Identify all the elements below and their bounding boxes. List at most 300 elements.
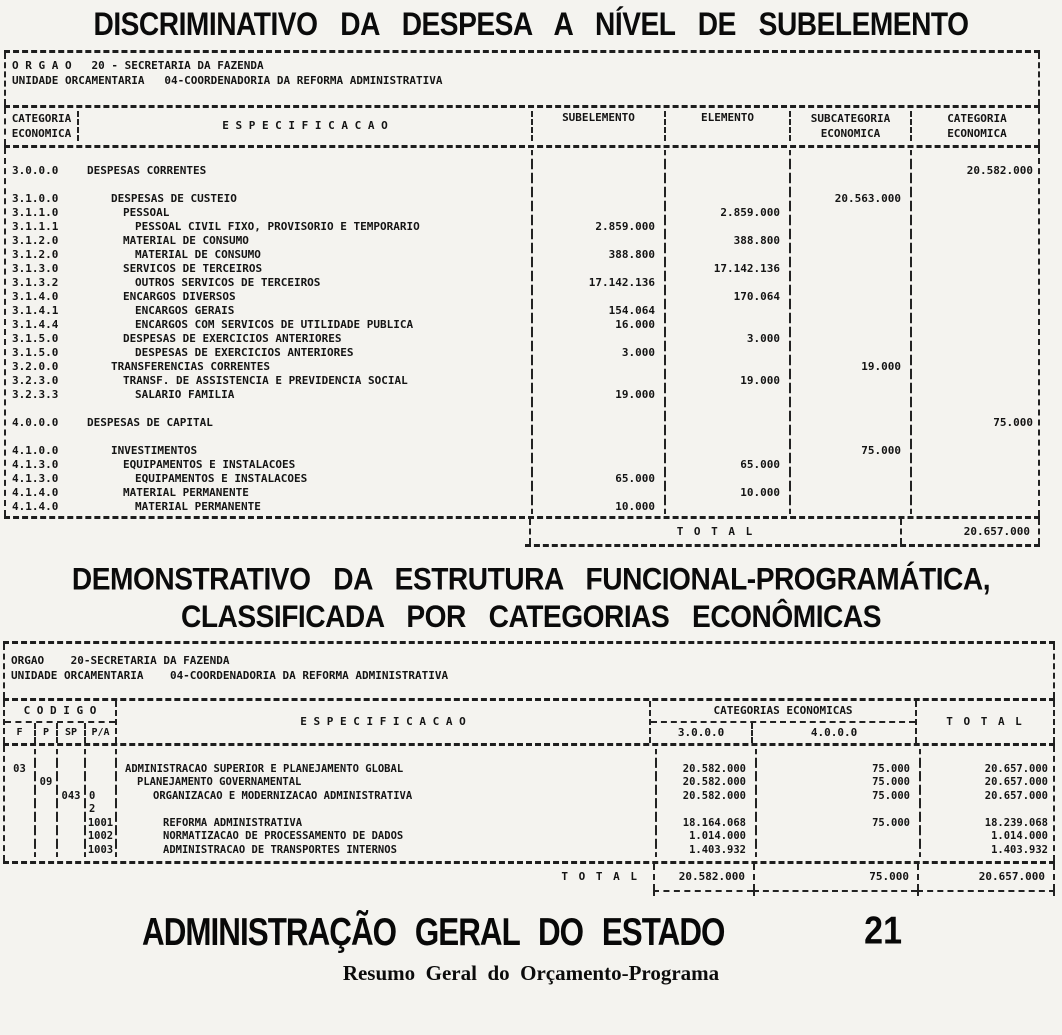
row-spec: PESSOAL CIVIL FIXO, PROVISORIO E TEMPORARIO <box>135 220 420 233</box>
row-categoria <box>910 500 1042 514</box>
row-projeto-atividade: 0 <box>84 790 115 804</box>
row-categoria <box>910 262 1042 276</box>
row-subcategoria <box>789 374 910 388</box>
unidade-line: UNIDADE ORCAMENTARIA 04-COORDENADORIA DA REFORMA ADMINISTRATIVA <box>12 74 443 87</box>
row-spec: EQUIPAMENTOS E INSTALACOES <box>135 472 308 485</box>
row-subelemento <box>531 374 664 388</box>
orgao-line: ORGAO 20-SECRETARIA DA FAZENDA <box>11 654 230 667</box>
section2-title-line1: DEMONSTRATIVO DA ESTRUTURA FUNCIONAL-PROGRAMÁTICA, <box>71 562 991 598</box>
row-code <box>6 150 77 164</box>
row-code: 4.1.3.0 <box>12 458 59 471</box>
page-title: DISCRIMINATIVO DA DESPESA A NÍVEL DE SUBELEMENTO <box>93 7 969 43</box>
row-subprograma <box>56 776 84 790</box>
row-subcategoria <box>789 248 910 262</box>
row-projeto-atividade <box>84 763 115 777</box>
row-elemento <box>664 318 789 332</box>
row-subcategoria <box>789 318 910 332</box>
row-spec: EQUIPAMENTOS E INSTALACOES <box>123 458 296 471</box>
row-total-value: 1.403.932 <box>919 844 1057 858</box>
row-correntes-value: 18.164.068 <box>655 817 755 831</box>
row-categoria <box>910 458 1042 472</box>
table-row <box>6 178 1038 192</box>
total-value: 20.657.000 <box>900 519 1040 544</box>
row-spec: PLANEJAMENTO GOVERNAMENTAL <box>115 776 655 790</box>
row-subcategoria <box>789 290 910 304</box>
row-subcategoria <box>789 458 910 472</box>
row-subcategoria <box>789 178 910 192</box>
row-code: 3.1.5.0 <box>12 346 59 359</box>
row-subelemento <box>531 262 664 276</box>
row-spec: REFORMA ADMINISTRATIVA <box>115 817 655 831</box>
row-funcao: 03 <box>13 762 26 775</box>
col-especificacao: E S P E C I F I C A C A O <box>115 701 649 743</box>
table-row <box>5 830 1053 844</box>
row-subelemento: 19.000 <box>531 388 664 402</box>
section2-title-line2: CLASSIFICADA POR CATEGORIAS ECONÔMICAS <box>180 599 882 635</box>
row-elemento <box>664 346 789 360</box>
row-subcategoria <box>789 402 910 416</box>
table-row <box>6 206 1038 220</box>
table-row <box>6 234 1038 248</box>
col-especificacao: E S P E C I F I C A C A O <box>77 111 531 141</box>
row-code: 4.1.4.0 <box>12 500 59 513</box>
row-code: 4.1.0.0 <box>12 444 59 457</box>
table-row <box>6 402 1038 416</box>
row-categoria <box>910 178 1042 192</box>
row-subelemento: 2.859.000 <box>531 220 664 234</box>
row-subcategoria: 75.000 <box>789 444 910 458</box>
categorias-label: CATEGORIAS ECONOMICAS <box>713 704 853 717</box>
row-subelemento <box>531 430 664 444</box>
row-programa <box>34 803 56 817</box>
row-subcategoria: 19.000 <box>789 360 910 374</box>
row-subelemento: 388.800 <box>531 248 664 262</box>
row-subelemento: 17.142.136 <box>531 276 664 290</box>
row-programa <box>34 749 56 763</box>
row-spec: OUTROS SERVICOS DE TERCEIROS <box>135 276 321 289</box>
row-programa <box>34 830 56 844</box>
col-sp: SP <box>56 723 84 743</box>
functional-program-table <box>3 641 1055 864</box>
row-categoria <box>910 206 1042 220</box>
row-code: 3.1.3.0 <box>12 262 59 275</box>
table-row <box>6 458 1038 472</box>
row-subcategoria <box>789 164 910 178</box>
table-row <box>6 290 1038 304</box>
table-row <box>6 374 1038 388</box>
row-elemento: 170.064 <box>664 290 789 304</box>
categorias-subcolumns <box>651 723 915 743</box>
row-subcategoria <box>789 486 910 500</box>
row-code <box>6 178 77 192</box>
row-subelemento <box>531 150 664 164</box>
table-row <box>6 416 1038 430</box>
table-row <box>6 276 1038 290</box>
row-spec <box>115 749 655 763</box>
row-programa <box>34 763 56 777</box>
row-spec: SALARIO FAMILIA <box>135 388 235 401</box>
col-subcategoria: SUBCATEGORIA ECONOMICA <box>789 111 910 141</box>
row-spec: MATERIAL DE CONSUMO <box>135 248 261 261</box>
row-funcao <box>5 817 34 831</box>
row-programa <box>34 790 56 804</box>
table-row <box>6 318 1038 332</box>
row-subelemento <box>531 402 664 416</box>
row-spec: DESPESAS CORRENTES <box>87 164 207 177</box>
row-subelemento <box>531 234 664 248</box>
orgao-line: O R G A O 20 - SECRETARIA DA FAZENDA <box>12 59 264 72</box>
row-elemento <box>664 304 789 318</box>
table-row <box>6 444 1038 458</box>
row-code: 3.1.4.1 <box>12 304 59 317</box>
row-code: 3.1.0.0 <box>12 192 59 205</box>
row-subcategoria <box>789 206 910 220</box>
row-categoria <box>910 276 1042 290</box>
row-code: 3.2.0.0 <box>12 360 59 373</box>
table-row <box>6 220 1038 234</box>
total-capital: 75.000 <box>753 864 917 890</box>
row-subelemento <box>531 206 664 220</box>
row-subcategoria <box>789 346 910 360</box>
row-subelemento <box>531 458 664 472</box>
row-subprograma <box>56 763 84 777</box>
col-total: T O T A L <box>915 701 1053 743</box>
row-code: 3.0.0.0 <box>12 164 59 177</box>
row-elemento: 19.000 <box>664 374 789 388</box>
row-correntes-value: 1.403.932 <box>655 844 755 858</box>
row-code <box>6 430 77 444</box>
row-subcategoria <box>789 150 910 164</box>
table1-body <box>4 148 1040 516</box>
table2-org-box <box>3 644 1055 698</box>
row-elemento <box>664 248 789 262</box>
row-elemento <box>664 164 789 178</box>
row-code: 3.1.5.0 <box>12 332 59 345</box>
row-code: 4.0.0.0 <box>12 416 59 429</box>
row-spec: TRANSFERENCIAS CORRENTES <box>111 360 270 373</box>
row-code <box>6 402 77 416</box>
total-grand: 20.657.000 <box>917 864 1055 890</box>
row-total-value: 1.014.000 <box>919 830 1057 844</box>
section2-title <box>16 561 1046 636</box>
col-categoria: CATEGORIA ECONOMICA <box>910 111 1042 141</box>
footer <box>0 909 1062 953</box>
table-row <box>5 749 1053 763</box>
row-elemento <box>664 150 789 164</box>
table-row <box>5 803 1053 817</box>
row-spec <box>77 178 531 192</box>
row-subcategoria <box>789 262 910 276</box>
row-funcao <box>5 776 34 790</box>
table-row <box>6 248 1038 262</box>
col-pa: P/A <box>84 723 115 743</box>
row-total-value <box>919 803 1057 817</box>
row-projeto-atividade: 1003 <box>84 844 115 858</box>
row-elemento <box>664 388 789 402</box>
subelement-expense-table <box>4 50 1040 519</box>
row-elemento: 17.142.136 <box>664 262 789 276</box>
row-spec: MATERIAL DE CONSUMO <box>123 234 249 247</box>
row-categoria <box>910 304 1042 318</box>
row-spec: SERVICOS DE TERCEIROS <box>123 262 263 275</box>
row-projeto-atividade <box>84 776 115 790</box>
table-row <box>6 500 1038 514</box>
row-subelemento <box>531 444 664 458</box>
row-categoria <box>910 318 1042 332</box>
row-projeto-atividade: 1001 <box>84 817 115 831</box>
row-subelemento <box>531 486 664 500</box>
row-code: 3.1.4.4 <box>12 318 59 331</box>
row-spec: ENCARGOS COM SERVICOS DE UTILIDADE PUBLICA <box>135 318 414 331</box>
row-categoria <box>910 220 1042 234</box>
total-correntes: 20.582.000 <box>653 864 753 890</box>
row-subelemento: 10.000 <box>531 500 664 514</box>
row-elemento <box>664 276 789 290</box>
row-categoria <box>910 346 1042 360</box>
row-elemento <box>664 192 789 206</box>
col-codigo-group <box>5 701 115 743</box>
row-code: 3.1.1.1 <box>12 220 59 233</box>
row-spec <box>77 150 531 164</box>
row-funcao <box>5 803 34 817</box>
row-total-value: 20.657.000 <box>919 790 1057 804</box>
row-funcao <box>5 790 34 804</box>
table-row <box>5 817 1053 831</box>
table-row <box>6 388 1038 402</box>
col-p: P <box>34 723 56 743</box>
row-spec <box>77 402 531 416</box>
total-label: T O T A L <box>529 519 900 544</box>
table1-org-box <box>4 53 1040 105</box>
row-programa <box>34 844 56 858</box>
row-spec: ORGANIZACAO E MODERNIZACAO ADMINISTRATIVA <box>115 790 655 804</box>
row-elemento <box>664 402 789 416</box>
row-code: 3.1.3.2 <box>12 276 59 289</box>
row-code: 3.1.4.0 <box>12 290 59 303</box>
table-row <box>6 430 1038 444</box>
row-funcao <box>5 844 34 858</box>
row-capital-value: 75.000 <box>755 817 919 831</box>
row-subelemento <box>531 290 664 304</box>
row-subcategoria <box>789 220 910 234</box>
row-subelemento: 16.000 <box>531 318 664 332</box>
row-elemento <box>664 472 789 486</box>
row-elemento <box>664 220 789 234</box>
row-categoria <box>910 192 1042 206</box>
row-subprograma: 043 <box>56 790 84 804</box>
row-subcategoria <box>789 430 910 444</box>
col-elemento: ELEMENTO <box>664 111 789 141</box>
row-subcategoria <box>789 472 910 486</box>
row-spec: DESPESAS DE CUSTEIO <box>111 192 237 205</box>
table-row <box>5 763 1053 777</box>
row-elemento <box>664 360 789 374</box>
row-elemento: 10.000 <box>664 486 789 500</box>
row-code: 3.1.2.0 <box>12 248 59 261</box>
row-categoria <box>910 430 1042 444</box>
codigo-subcolumns <box>5 723 115 743</box>
row-total-value: 20.657.000 <box>919 763 1057 777</box>
row-spec: DESPESAS DE EXERCICIOS ANTERIORES <box>123 332 342 345</box>
row-capital-value <box>755 830 919 844</box>
table2-total-row <box>3 864 1055 890</box>
table-row <box>6 346 1038 360</box>
total-spacer <box>4 519 529 544</box>
row-subelemento <box>531 332 664 346</box>
row-capital-value <box>755 749 919 763</box>
footer-caption: Resumo Geral do Orçamento-Programa <box>342 961 720 985</box>
row-elemento <box>664 430 789 444</box>
row-spec: INVESTIMENTOS <box>111 444 198 457</box>
table-row <box>6 192 1038 206</box>
row-categoria <box>910 332 1042 346</box>
row-correntes-value: 1.014.000 <box>655 830 755 844</box>
row-categoria <box>910 374 1042 388</box>
row-subprograma <box>56 817 84 831</box>
row-elemento <box>664 500 789 514</box>
row-spec <box>77 430 531 444</box>
row-subcategoria <box>789 416 910 430</box>
row-categoria: 75.000 <box>910 416 1042 430</box>
row-categoria <box>910 486 1042 500</box>
col-3000: 3.0.0.0 <box>677 726 725 739</box>
table-row <box>6 304 1038 318</box>
page-number: 21 <box>864 909 902 953</box>
row-spec: ADMINISTRACAO DE TRANSPORTES INTERNOS <box>115 844 655 858</box>
row-subelemento: 65.000 <box>531 472 664 486</box>
row-code: 4.1.4.0 <box>12 486 59 499</box>
row-spec: ENCARGOS DIVERSOS <box>123 290 236 303</box>
row-code: 4.1.3.0 <box>12 472 59 485</box>
row-elemento: 3.000 <box>664 332 789 346</box>
row-spec <box>115 803 655 817</box>
col-subelemento: SUBELEMENTO <box>531 111 664 141</box>
row-spec: PESSOAL <box>123 206 170 219</box>
row-subelemento <box>531 360 664 374</box>
row-total-value: 18.239.068 <box>919 817 1057 831</box>
row-categoria <box>910 248 1042 262</box>
row-subcategoria <box>789 276 910 290</box>
row-programa <box>34 817 56 831</box>
row-subcategoria <box>789 304 910 318</box>
row-capital-value: 75.000 <box>755 763 919 777</box>
row-subcategoria <box>789 332 910 346</box>
table-row <box>6 486 1038 500</box>
row-code: 3.2.3.3 <box>12 388 59 401</box>
row-capital-value <box>755 803 919 817</box>
col-4000: 4.0.0.0 <box>751 723 915 743</box>
row-correntes-value: 20.582.000 <box>655 763 755 777</box>
row-categoria <box>910 472 1042 486</box>
row-elemento <box>664 444 789 458</box>
row-elemento: 2.859.000 <box>664 206 789 220</box>
row-categoria <box>910 360 1042 374</box>
row-spec: DESPESAS DE CAPITAL <box>87 416 213 429</box>
row-elemento <box>664 178 789 192</box>
row-spec: MATERIAL PERMANENTE <box>135 500 261 513</box>
row-projeto-atividade: 1002 <box>84 830 115 844</box>
row-code: 3.1.1.0 <box>12 206 59 219</box>
row-correntes-value: 20.582.000 <box>655 776 755 790</box>
row-elemento: 65.000 <box>664 458 789 472</box>
table-row <box>6 150 1038 164</box>
table-row <box>5 844 1053 858</box>
row-subprograma <box>56 803 84 817</box>
row-subcategoria <box>789 234 910 248</box>
row-subelemento <box>531 178 664 192</box>
row-subelemento <box>531 192 664 206</box>
row-subcategoria <box>789 500 910 514</box>
row-capital-value <box>755 844 919 858</box>
row-subprograma <box>56 830 84 844</box>
col-categoria-economica: CATEGORIA ECONOMICA <box>11 112 72 140</box>
row-funcao <box>5 749 34 763</box>
table-row <box>6 164 1038 178</box>
footer-title: ADMINISTRAÇÃO GERAL DO ESTADO <box>142 909 725 953</box>
row-subelemento: 154.064 <box>531 304 664 318</box>
row-categoria: 20.582.000 <box>910 164 1042 178</box>
row-code: 3.2.3.0 <box>12 374 59 387</box>
row-subprograma <box>56 749 84 763</box>
table2-column-headers <box>3 701 1055 743</box>
row-correntes-value <box>655 803 755 817</box>
row-projeto-atividade: 2 <box>84 803 115 817</box>
table-row <box>5 776 1053 790</box>
row-elemento: 388.800 <box>664 234 789 248</box>
table1-total-row <box>4 519 1040 544</box>
row-spec: MATERIAL PERMANENTE <box>123 486 249 499</box>
row-categoria <box>910 150 1042 164</box>
row-capital-value: 75.000 <box>755 776 919 790</box>
row-categoria <box>910 402 1042 416</box>
total-label: T O T A L <box>561 870 639 883</box>
row-subcategoria <box>789 388 910 402</box>
row-subcategoria: 20.563.000 <box>789 192 910 206</box>
row-code: 3.1.2.0 <box>12 234 59 247</box>
row-spec: TRANSF. DE ASSISTENCIA E PREVIDENCIA SOCIAL <box>123 374 408 387</box>
row-spec: ENCARGOS GERAIS <box>135 304 235 317</box>
row-spec: DESPESAS DE EXERCICIOS ANTERIORES <box>135 346 354 359</box>
table-row <box>6 332 1038 346</box>
row-categoria <box>910 234 1042 248</box>
table2-body <box>3 746 1055 861</box>
col-codigo-label: C O D I G O <box>23 704 97 717</box>
row-elemento <box>664 416 789 430</box>
row-spec: NORMATIZACAO DE PROCESSAMENTO DE DADOS <box>115 830 655 844</box>
table-row <box>6 262 1038 276</box>
row-categoria <box>910 388 1042 402</box>
row-categoria <box>910 444 1042 458</box>
col-categorias-group <box>649 701 915 743</box>
row-subelemento <box>531 416 664 430</box>
row-capital-value: 75.000 <box>755 790 919 804</box>
row-total-value: 20.657.000 <box>919 776 1057 790</box>
unidade-line: UNIDADE ORCAMENTARIA 04-COORDENADORIA DA REFORMA ADMINISTRATIVA <box>11 669 449 682</box>
row-categoria <box>910 290 1042 304</box>
table2-total-underline <box>653 890 1055 896</box>
table-row <box>6 360 1038 374</box>
row-correntes-value: 20.582.000 <box>655 790 755 804</box>
row-spec: ADMINISTRACAO SUPERIOR E PLANEJAMENTO GLOBAL <box>115 763 655 777</box>
table-row <box>6 472 1038 486</box>
row-correntes-value <box>655 749 755 763</box>
row-subelemento: 3.000 <box>531 346 664 360</box>
row-programa: 09 <box>34 776 56 790</box>
table1-column-headers <box>4 108 1040 145</box>
row-subprograma <box>56 844 84 858</box>
row-total-value <box>919 749 1057 763</box>
table1-total-underline <box>525 544 1040 547</box>
